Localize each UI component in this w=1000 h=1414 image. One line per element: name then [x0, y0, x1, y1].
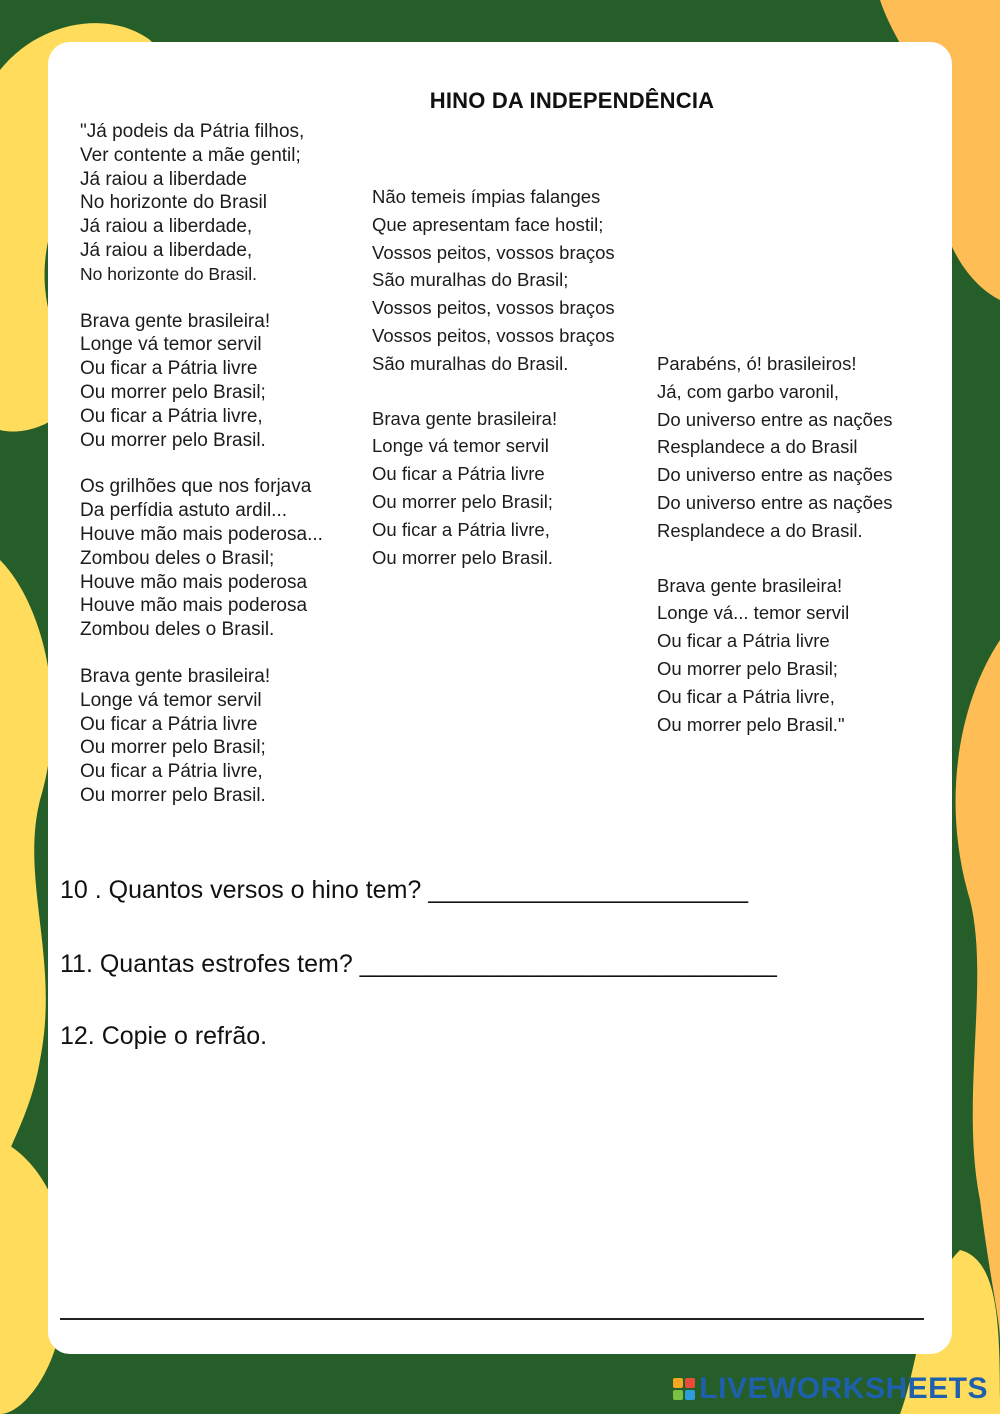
verse-line: Ou ficar a Pátria livre,: [372, 518, 550, 540]
stanza: [657, 350, 893, 545]
verse-line: Resplandece a do Brasil.: [657, 519, 863, 541]
verse-line: Ou morrer pelo Brasil;: [80, 381, 266, 403]
verse-line: Ou morrer pelo Brasil;: [372, 490, 553, 512]
verse-line: No horizonte do Brasil.: [80, 263, 258, 284]
verse-line: Vossos peitos, vossos braços: [372, 297, 615, 319]
stanza: [372, 405, 615, 572]
verse-line: Brava gente brasileira!: [80, 665, 271, 687]
liveworksheets-logo-icon: [673, 1378, 695, 1400]
verse-line: Longe vá temor servil: [372, 435, 549, 457]
verse-line: Vossos peitos, vossos braços: [372, 324, 615, 346]
verse-line: Já raiou a liberdade,: [80, 216, 253, 238]
poem-column-left: [80, 120, 323, 808]
stanza: [80, 475, 323, 642]
yellow-blob-left-lower: [0, 560, 52, 1180]
stanza: [657, 572, 893, 739]
verse-line: Ou ficar a Pátria livre: [657, 630, 830, 652]
page-title: HINO DA INDEPENDÊNCIA: [429, 88, 715, 113]
stanza: [80, 310, 323, 453]
question-10[interactable]: 10 . Quantos versos o hino tem? _______________________: [60, 876, 749, 904]
verse-line: Já raiou a liberdade: [80, 168, 247, 190]
verse-line: Ou morrer pelo Brasil.": [657, 713, 845, 735]
verse-line: Já, com garbo varonil,: [657, 380, 840, 402]
verse-line: Houve mão mais poderosa...: [80, 523, 323, 545]
verse-line: Não temeis ímpias falanges: [372, 186, 601, 207]
verse-line: Houve mão mais poderosa: [80, 595, 308, 617]
verse-line: Longe vá... temor servil: [657, 602, 850, 624]
verse-line: Zombou deles o Brasil;: [80, 547, 275, 569]
verse-line: Vossos peitos, vossos braços: [372, 241, 615, 263]
stanza: [80, 665, 323, 808]
verse-line: Ou morrer pelo Brasil;: [80, 737, 266, 759]
verse-line: Que apresentam face hostil;: [372, 213, 604, 235]
poem-column-right: [657, 350, 893, 738]
verse-line: Da perfídia astuto ardil...: [80, 500, 287, 522]
verse-line: Zombou deles o Brasil.: [80, 619, 275, 641]
verse-line: Longe vá temor servil: [80, 689, 262, 711]
orange-blob-right: [956, 640, 1000, 1340]
liveworksheets-logo: [673, 1372, 988, 1406]
verse-line: Brava gente brasileira!: [657, 574, 843, 596]
verse-line: São muralhas do Brasil;: [372, 269, 569, 291]
verse-line: Os grilhões que nos forjava: [80, 476, 312, 498]
verse-line: Ver contente a mãe gentil;: [80, 144, 301, 166]
verse-line: Longe vá temor servil: [80, 334, 262, 356]
verse-line: Do universo entre as nações: [657, 464, 893, 486]
verse-line: Ou ficar a Pátria livre: [372, 463, 545, 485]
stanza: [372, 183, 615, 378]
verse-line: Resplandece a do Brasil: [657, 436, 858, 458]
verse-line: Ou morrer pelo Brasil.: [372, 546, 553, 568]
verse-line: Brava gente brasileira!: [80, 310, 271, 332]
verse-line: "Já podeis da Pátria filhos,: [80, 121, 305, 142]
verse-line: Já raiou a liberdade,: [80, 239, 253, 261]
verse-line: No horizonte do Brasil: [80, 192, 267, 214]
brand-text: LIVEWORKSHEETS: [699, 1372, 988, 1405]
verse-line: Ou ficar a Pátria livre,: [80, 761, 263, 783]
question-11[interactable]: 11. Quantas estrofes tem? ______________________________: [60, 950, 777, 978]
verse-line: Ou ficar a Pátria livre: [80, 358, 258, 380]
verse-line: Ou ficar a Pátria livre: [80, 713, 258, 735]
verse-line: São muralhas do Brasil.: [372, 352, 569, 374]
verse-line: Do universo entre as nações: [657, 491, 893, 513]
poem-column-middle: [372, 183, 615, 571]
verse-line: Brava gente brasileira!: [372, 407, 558, 429]
verse-line: Ou ficar a Pátria livre,: [80, 405, 263, 427]
verse-line: Ou morrer pelo Brasil;: [657, 657, 838, 679]
verse-line: Ou morrer pelo Brasil.: [80, 429, 266, 451]
question-12: 12. Copie o refrão.: [60, 1022, 268, 1050]
verse-line: Houve mão mais poderosa: [80, 571, 308, 593]
stanza: [80, 120, 323, 287]
answer-line[interactable]: [60, 1318, 924, 1320]
verse-line: Ou morrer pelo Brasil.: [80, 784, 266, 806]
verse-line: Parabéns, ó! brasileiros!: [657, 353, 857, 374]
verse-line: Ou ficar a Pátria livre,: [657, 685, 835, 707]
verse-line: Do universo entre as nações: [657, 408, 893, 430]
